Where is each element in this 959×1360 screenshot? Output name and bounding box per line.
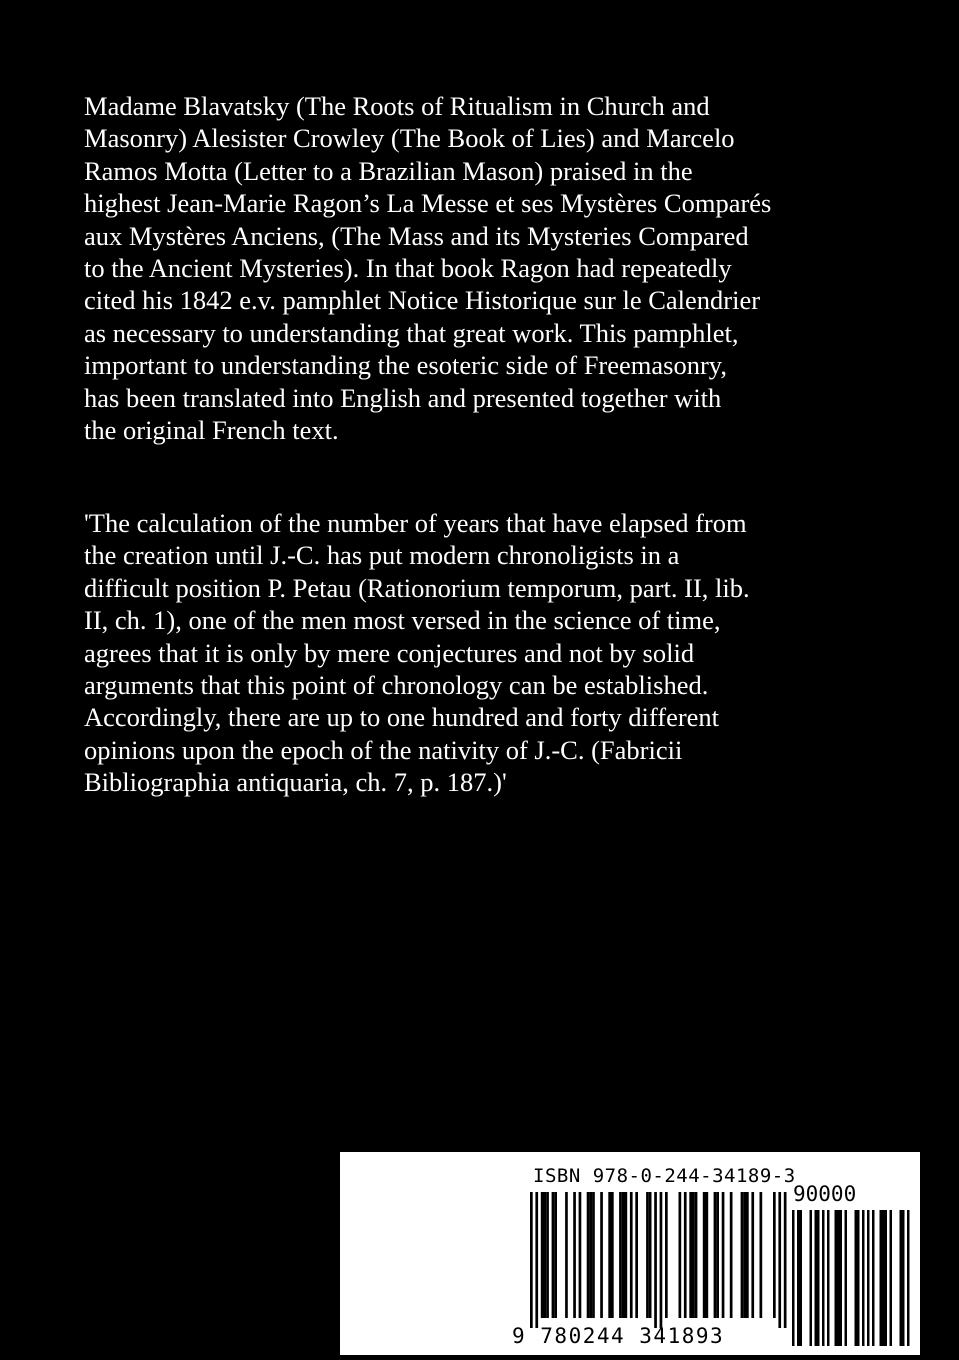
barcode-bar xyxy=(835,1210,838,1346)
isbn-barcode-box xyxy=(340,1152,920,1355)
barcode-bar xyxy=(751,1192,754,1318)
blurb-paragraph xyxy=(84,90,884,446)
barcode-bar xyxy=(625,1192,628,1318)
barcode-bar xyxy=(611,1192,614,1318)
quote-line: agrees that it is only by mere conjectures and not by solid xyxy=(84,637,695,668)
barcode-bar xyxy=(692,1192,695,1318)
barcode-bar xyxy=(649,1192,652,1318)
barcode-bar xyxy=(660,1192,663,1328)
barcode-bar xyxy=(902,1210,905,1346)
barcode-bar xyxy=(573,1192,576,1318)
quote-line: 'The calculation of the number of years that have elapsed from xyxy=(84,508,747,538)
barcode-bar xyxy=(608,1192,611,1318)
barcode-bar xyxy=(907,1210,910,1346)
barcode-bar xyxy=(822,1210,825,1346)
blurb-line: Madame Blavatsky (The Roots of Ritualism in Church and xyxy=(84,91,710,121)
barcode-bar xyxy=(817,1210,820,1346)
barcode-bar xyxy=(797,1210,800,1346)
barcode-bar xyxy=(760,1192,763,1318)
barcode-bar xyxy=(684,1192,687,1318)
quote-line: the creation until J.-C. has put modern chronoligists in a xyxy=(84,540,680,571)
barcode-bar xyxy=(845,1210,848,1346)
quote-line: Bibliographia antiquaria, ch. 7, p. 187.)' xyxy=(84,767,507,798)
barcode-bar xyxy=(541,1192,544,1318)
barcode-bar xyxy=(773,1192,776,1318)
barcode-bar xyxy=(730,1192,733,1318)
blurb-line: aux Mystères Anciens, (The Mass and its Mysteries Compared xyxy=(84,220,749,251)
blurb-line: as necessary to understanding that great work. This pamphlet, xyxy=(84,317,739,348)
barcode-bar xyxy=(530,1192,533,1328)
barcode-bar xyxy=(703,1192,706,1318)
barcode-bar xyxy=(695,1192,698,1318)
blurb-line: cited his 1842 e.v. pamphlet Notice Historique sur le Calendrier xyxy=(84,285,761,316)
price-code: 90000 xyxy=(793,1182,857,1206)
barcode-bar xyxy=(746,1192,749,1318)
barcode-bar xyxy=(862,1210,865,1346)
barcode-bar xyxy=(546,1192,549,1318)
quote-line: II, ch. 1), one of the men most versed in the science of time, xyxy=(84,605,721,636)
barcode-bar xyxy=(646,1192,649,1318)
barcode-bar xyxy=(890,1210,893,1346)
barcode-bar xyxy=(741,1192,744,1318)
barcode-bar xyxy=(880,1210,883,1346)
barcode-bar xyxy=(837,1210,840,1346)
barcode-bar xyxy=(815,1210,818,1346)
barcode-bar xyxy=(743,1192,746,1318)
barcode-bar xyxy=(589,1192,592,1318)
blurb-line: Masonry) Alesister Crowley (The Book of Lies) and Marcelo xyxy=(84,123,735,154)
barcode-bar xyxy=(554,1192,557,1318)
blurb-line: important to understanding the esoteric side of Freemasonry, xyxy=(84,350,727,381)
ean13-bars xyxy=(530,1192,790,1328)
barcode-bar xyxy=(552,1192,555,1318)
barcode-bar xyxy=(840,1210,843,1346)
barcode-bar xyxy=(689,1192,692,1318)
blurb-line: the original French text. xyxy=(84,415,339,446)
isbn-label: ISBN 978-0-244-34189-3 xyxy=(533,1165,796,1187)
blurb-line: to the Ancient Mysteries). In that book Ragon had repeatedly xyxy=(84,253,732,284)
barcode-bar xyxy=(882,1210,885,1346)
barcode-bar xyxy=(800,1210,803,1346)
barcode-bar xyxy=(679,1192,682,1318)
barcode-bar xyxy=(654,1192,657,1328)
barcode-bar xyxy=(885,1210,888,1346)
barcode-bar xyxy=(867,1210,870,1346)
quote-paragraph xyxy=(84,507,884,799)
blurb-line: highest Jean-Marie Ragon’s La Messe et ses Mystères Comparés xyxy=(84,188,772,219)
barcode-bar xyxy=(600,1192,603,1318)
barcode-bar xyxy=(810,1210,813,1346)
blurb-line: has been translated into English and presented together with xyxy=(84,382,722,413)
barcode-bar xyxy=(535,1192,538,1328)
quote-line: difficult position P. Petau (Rationorium temporum, part. II, lib. xyxy=(84,572,750,603)
ean-digits: 9 780244 341893 xyxy=(512,1324,725,1348)
barcode-bar xyxy=(619,1192,622,1318)
barcode-bar xyxy=(592,1192,595,1318)
barcode-bar xyxy=(857,1210,860,1346)
barcode-bar xyxy=(778,1192,781,1328)
quote-line: opinions upon the epoch of the nativity of J.-C. (Fabricii xyxy=(84,734,683,765)
blurb-line: Ramos Motta (Letter to a Brazilian Mason) praised in the xyxy=(84,155,693,186)
barcode-bar xyxy=(722,1192,725,1318)
barcode-bar xyxy=(792,1210,795,1346)
barcode-bar xyxy=(587,1192,590,1318)
barcode-bar xyxy=(714,1192,717,1318)
barcode-bar xyxy=(900,1210,903,1346)
barcode-bar xyxy=(565,1192,568,1318)
barcode-bar xyxy=(784,1192,787,1328)
barcode-bar xyxy=(665,1192,668,1318)
barcode-bar xyxy=(872,1210,875,1346)
barcode-bar xyxy=(622,1192,625,1318)
barcode-bar xyxy=(635,1192,638,1318)
barcode-bar xyxy=(855,1210,858,1346)
barcode-bar xyxy=(827,1210,830,1346)
quote-line: arguments that this point of chronology can be established. xyxy=(84,670,709,701)
price-addon-bars xyxy=(792,1210,914,1350)
barcode-bar xyxy=(544,1192,547,1318)
barcode-bar xyxy=(706,1192,709,1318)
barcode-bar xyxy=(579,1192,582,1318)
barcode-bar xyxy=(630,1192,633,1318)
barcode-bar xyxy=(716,1192,719,1318)
quote-line: Accordingly, there are up to one hundred and forty different xyxy=(84,702,720,733)
